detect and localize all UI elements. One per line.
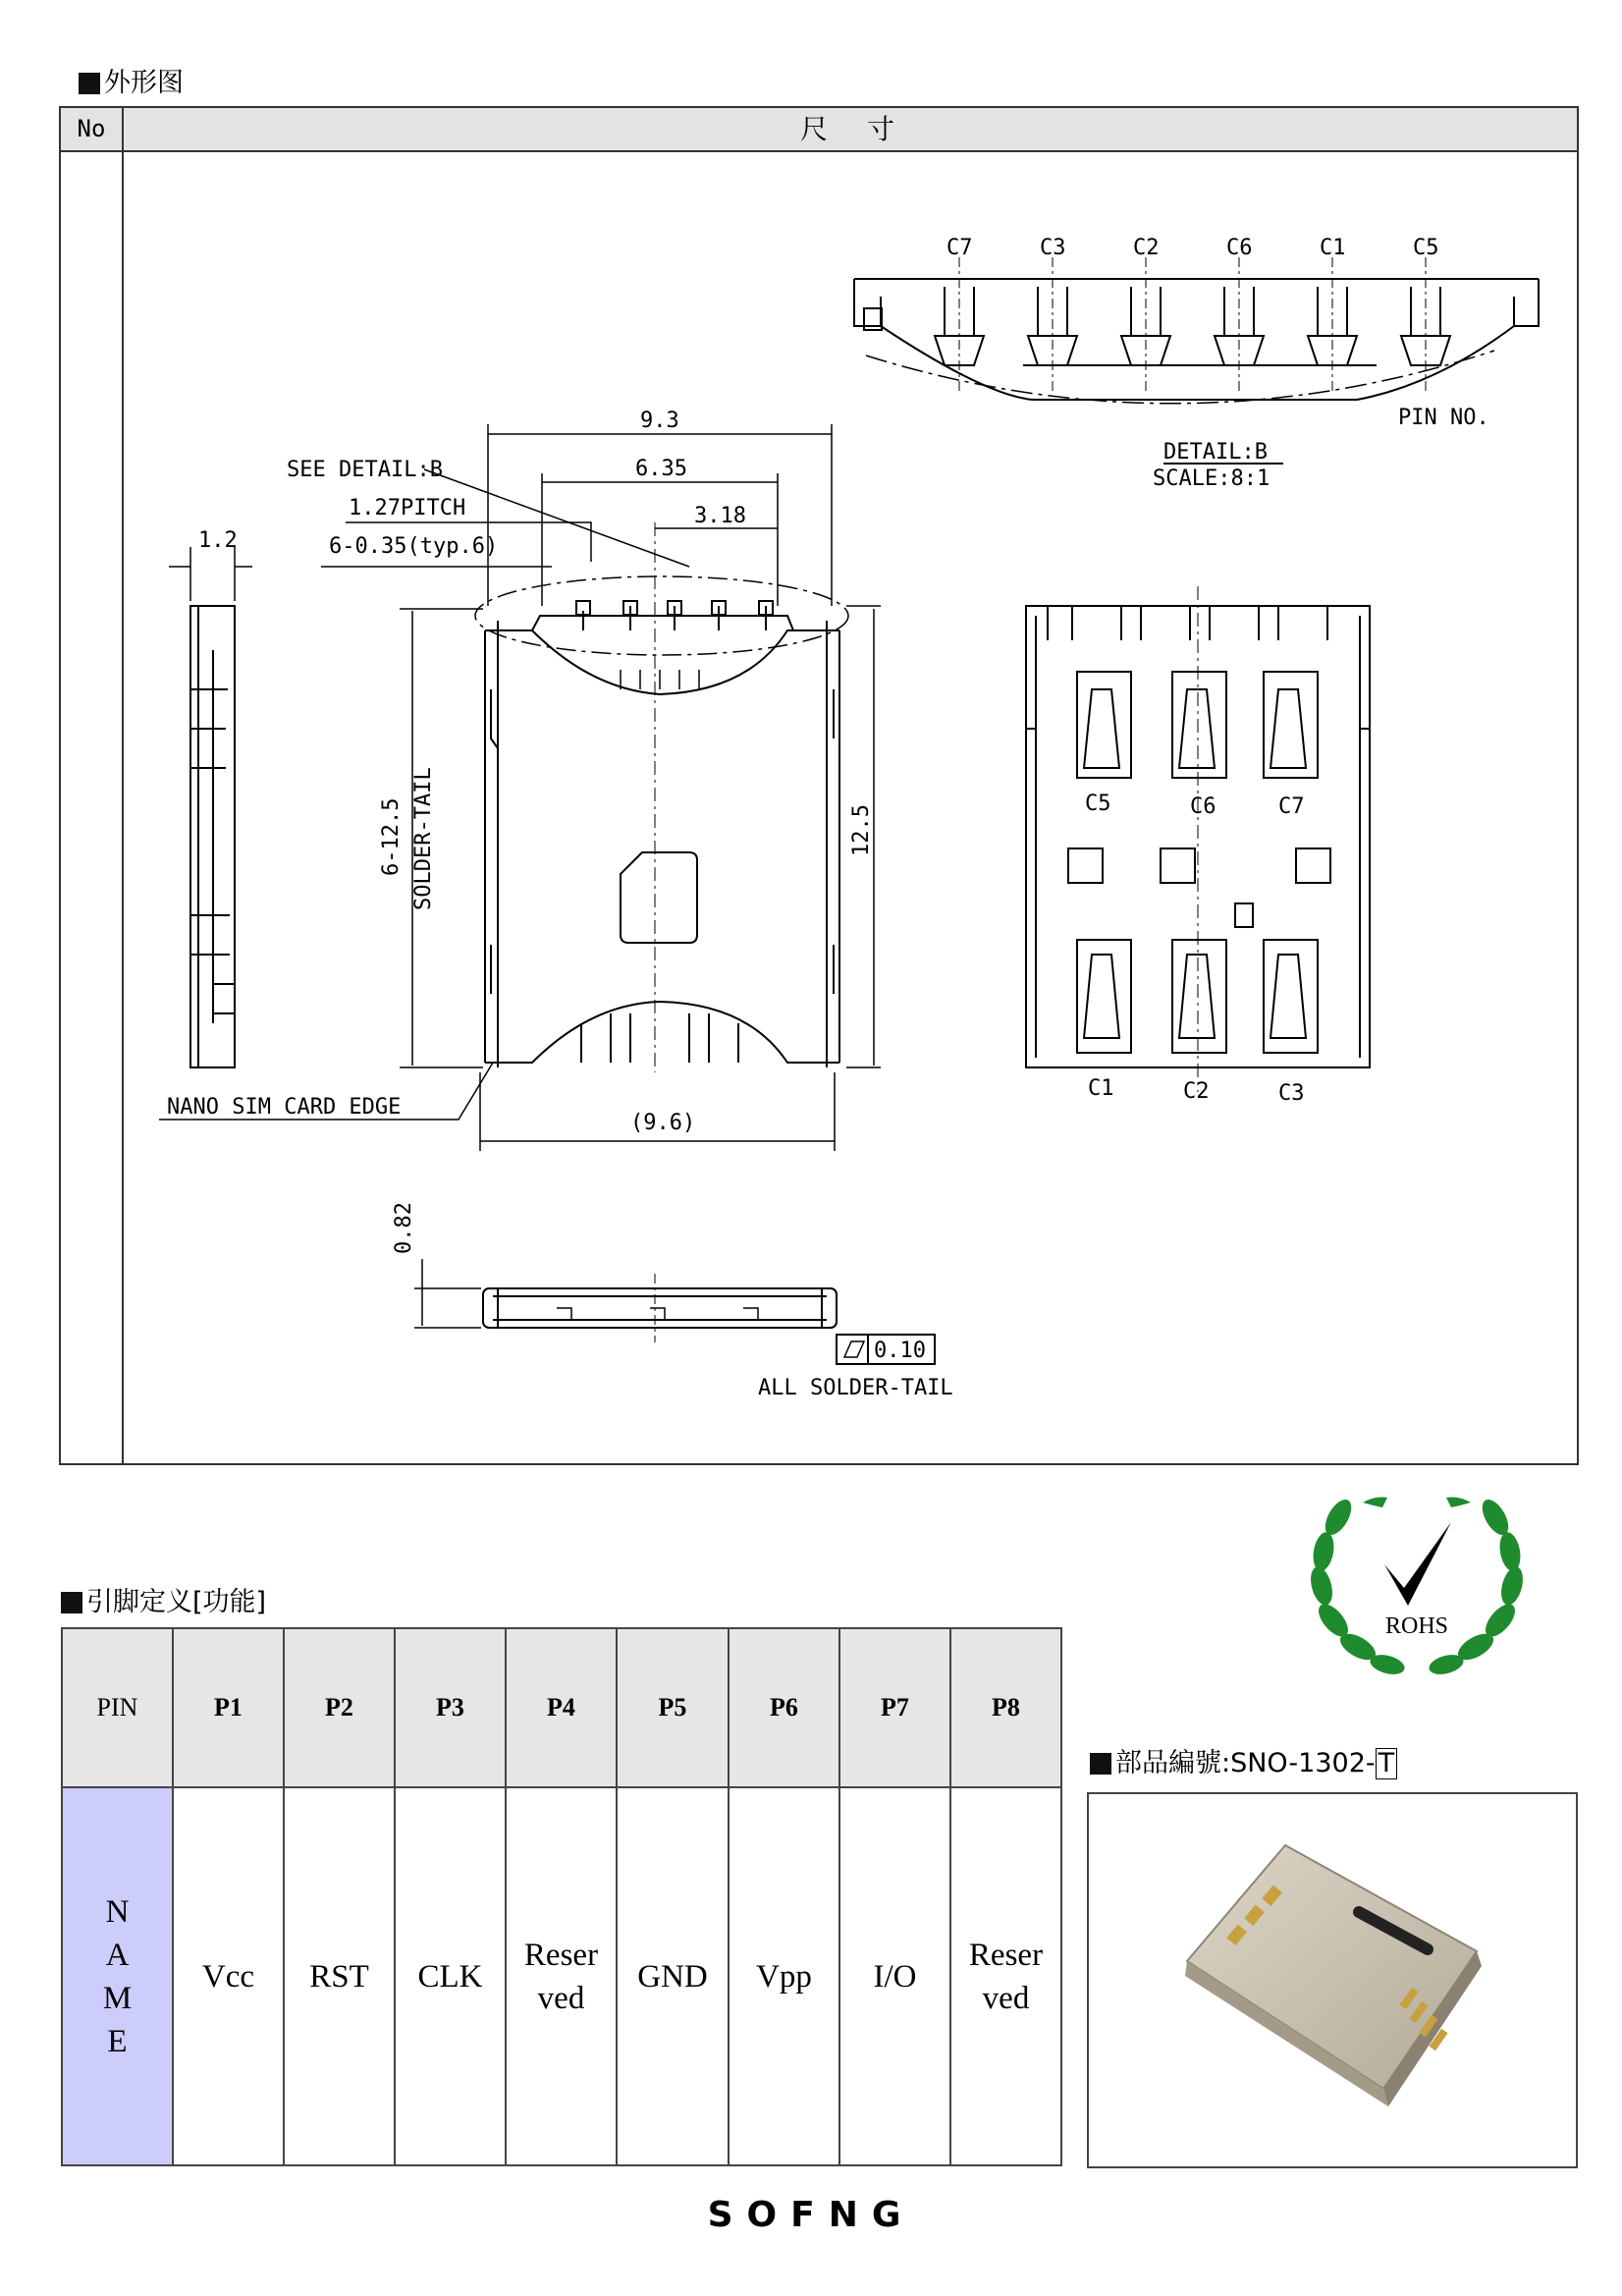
rohs-text: ROHS bbox=[1384, 1613, 1449, 1639]
bottom-label-top: C5 bbox=[1085, 792, 1111, 816]
front-view bbox=[392, 1202, 953, 1400]
pin-name-cell: I/O bbox=[839, 1787, 950, 2165]
pin-number-cell: P1 bbox=[173, 1628, 284, 1787]
check-mark-icon bbox=[1384, 1522, 1451, 1606]
product-photo-frame bbox=[1087, 1792, 1578, 2168]
pin-definition-table bbox=[61, 1627, 1062, 2166]
detail-title: DETAIL:B bbox=[1163, 440, 1268, 465]
pin-name-cell: RST bbox=[284, 1787, 395, 2165]
bottom-label-bottom: C1 bbox=[1088, 1076, 1114, 1101]
pin-width-label: 6-0.35(typ.6) bbox=[329, 534, 499, 559]
column-header-no: No bbox=[77, 115, 106, 142]
dim-6-12-5: 6-12.5 bbox=[379, 797, 404, 876]
dim-1-2: 1.2 bbox=[198, 528, 238, 553]
square-bullet-icon bbox=[61, 1592, 82, 1613]
pin-number-cell: P8 bbox=[950, 1628, 1061, 1787]
bottom-view bbox=[1026, 586, 1370, 1106]
dim-9-3: 9.3 bbox=[640, 409, 679, 433]
outline-section-title: 外形图 bbox=[79, 69, 184, 98]
pin-header-cell: PIN bbox=[62, 1628, 173, 1787]
dimension-table bbox=[59, 106, 1579, 1465]
pin-name-cell: GND bbox=[617, 1787, 729, 2165]
bottom-label-bottom: C2 bbox=[1183, 1079, 1210, 1104]
pin-section-title: 引脚定义[功能] bbox=[61, 1588, 266, 1617]
pin-table-name-row bbox=[62, 1787, 1061, 2165]
pin-number-cell: P2 bbox=[284, 1628, 395, 1787]
detail-pin-label: C7 bbox=[946, 236, 973, 260]
pin-number-cell: P7 bbox=[839, 1628, 950, 1787]
detail-pin-label: C3 bbox=[1040, 236, 1066, 260]
pin-name-cell: Reser ved bbox=[950, 1787, 1061, 2165]
dim-6-35: 6.35 bbox=[635, 457, 687, 481]
dim-12-5: 12.5 bbox=[849, 804, 874, 856]
product-photo bbox=[1089, 1794, 1576, 2166]
detail-pin-label: C6 bbox=[1226, 236, 1253, 260]
detail-scale: SCALE:8:1 bbox=[1153, 466, 1271, 491]
bottom-label-top: C6 bbox=[1190, 794, 1216, 819]
column-header-size: 尺 寸 bbox=[799, 113, 900, 145]
dim-9-6: (9.6) bbox=[630, 1111, 696, 1135]
pin-name-cell: Vcc bbox=[173, 1787, 284, 2165]
part-number-title: 部品編號:SNO-1302- T bbox=[1090, 1748, 1397, 1779]
name-label-cell: N A M E bbox=[62, 1787, 173, 2165]
square-bullet-icon bbox=[1090, 1753, 1111, 1775]
bottom-label-bottom: C3 bbox=[1278, 1081, 1305, 1106]
see-detail-label: SEE DETAIL:B bbox=[287, 458, 443, 482]
side-view bbox=[169, 528, 252, 1067]
pin-number-cell: P4 bbox=[506, 1628, 617, 1787]
pin-name-cell: Reser ved bbox=[506, 1787, 617, 2165]
detail-pin-label: C1 bbox=[1320, 236, 1346, 260]
detail-pin-label: C5 bbox=[1413, 236, 1439, 260]
pin-no-label: PIN NO. bbox=[1398, 406, 1489, 430]
bottom-label-top: C7 bbox=[1278, 794, 1305, 819]
nano-sim-card-edge-label: NANO SIM CARD EDGE bbox=[167, 1095, 402, 1120]
top-view bbox=[159, 409, 881, 1151]
pin-name-cell: CLK bbox=[395, 1787, 506, 2165]
pitch-label: 1.27PITCH bbox=[349, 496, 466, 520]
all-solder-tail-label: ALL SOLDER-TAIL bbox=[758, 1376, 953, 1400]
dim-3-18: 3.18 bbox=[694, 504, 746, 528]
detail-pin-label: C2 bbox=[1133, 236, 1160, 260]
solder-tail-label: SOLDER-TAIL bbox=[411, 767, 436, 910]
pin-number-cell: P3 bbox=[395, 1628, 506, 1787]
pin-name-cell: Vpp bbox=[729, 1787, 839, 2165]
part-suffix-box: T bbox=[1376, 1748, 1398, 1779]
pin-number-cell: P5 bbox=[617, 1628, 729, 1787]
dim-0-82: 0.82 bbox=[392, 1202, 416, 1254]
technical-drawing bbox=[61, 108, 1577, 1463]
square-bullet-icon bbox=[79, 73, 100, 94]
detail-b-view bbox=[854, 236, 1539, 491]
flatness-value: 0.10 bbox=[874, 1339, 926, 1363]
rohs-logo bbox=[1294, 1478, 1540, 1694]
pin-number-cell: P6 bbox=[729, 1628, 839, 1787]
sofng-logo: SOFNG bbox=[707, 2195, 915, 2235]
pin-table-header-row bbox=[62, 1628, 1061, 1787]
